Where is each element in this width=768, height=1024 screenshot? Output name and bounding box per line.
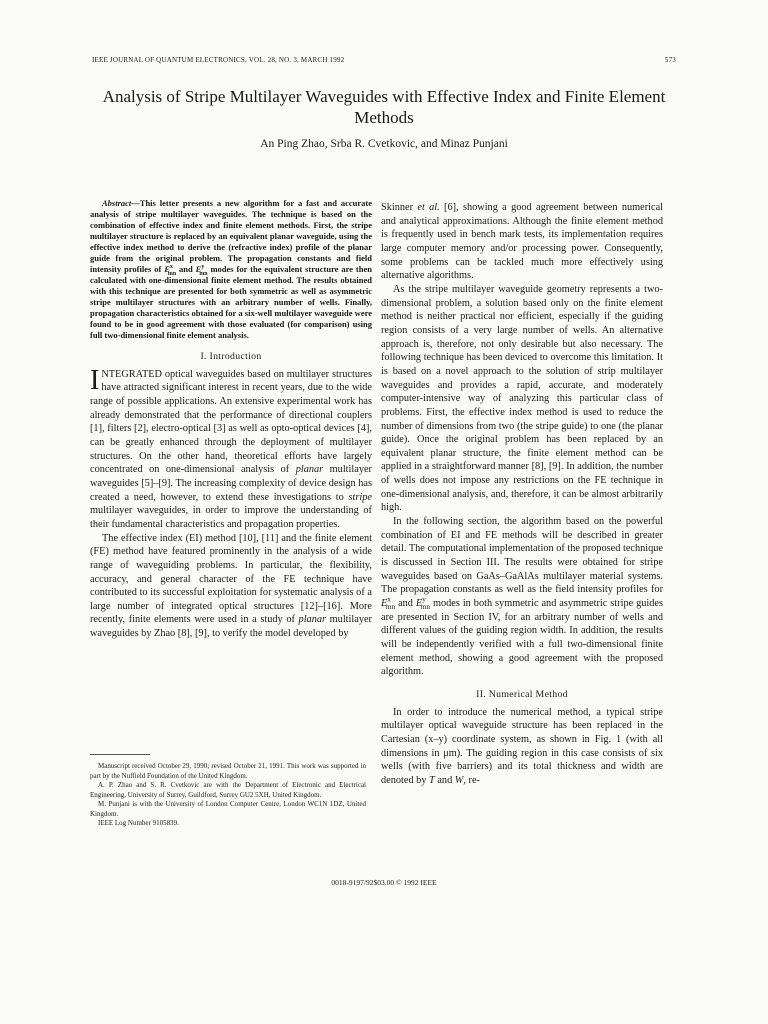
intro-paragraph-1: [90, 364, 372, 532]
abstract: [90, 198, 372, 341]
journal-name: IEEE JOURNAL OF QUANTUM ELECTRONICS, VOL. 28, NO. 3, MARCH 1992: [92, 56, 345, 64]
right-paragraph-2: As the stripe multilayer waveguide geometry represents a two-dimensional problem, a solution based only on the finite element method is neither practical nor efficient, especially if the guiding region consists of a very large number of wells. An alternative approach is, therefore, not only desirable but also necessary. The following technique has been deviced to overcome this limitation. It is based on a novel approach to the solution of strip multilayer waveguides and provides a rapid, accurate, and moderately computer-intensive way of analyzing this particular class of problems. First, the effective index method is used to reduce the number of dimensions from two (the stripe guide) to one (the planar guide). Once the original problem has been replaced by an equivalent planar structure, the finite element method can be applied in a straightforward manner [8], [9]. In addition, the number of wells does not impose any restrictions on the FE technique in one-dimensional analysis, and, therefore, it can be almost arbitrarily high.: [381, 283, 663, 514]
right-paragraph-3: In the following section, the algorithm based on the powerful combination of EI and FE methods will be described in greater detail. The computational implementation of the proposed technique is discussed in Section III. The results were obtained for stripe waveguides based on GaAs–GaAlAs multilayer material systems. The propagation constants as well as the field intensity profiles for $E^x_{mn}$ and $E^y_{mn}$ modes in both symmetric and asymmetric stripe guides are presented in Section IV, for an arbitrary number of wells and different values of the guiding region width. In addition, the results will be independently verified with a full two-dimensional finite element method, showing a good agreement with the proposed algorithm.: [381, 516, 664, 678]
right-column: [381, 201, 663, 788]
abstract-lead: Abstract: [102, 198, 132, 208]
footnote-affiliation-2: M. Punjani is with the University of London Computer Centre, London WC1N 1DZ, United Kingdom.: [90, 800, 366, 818]
footnote-manuscript: Manuscript received October 29, 1990; revised October 21, 1991. This work was supported in part by the Nuffield Foundation of the United Kingdom.: [90, 762, 366, 780]
footnote-affiliation-1: A. P. Zhao and S. R. Cvetkovic are with the Department of Electronic and Electrical Engineering, University of Surrey, Guildford, Surrey GU2 5XH, United Kingdom.: [90, 781, 366, 799]
intro-paragraph-2: The effective index (EI) method [10], [11] and the finite element (FE) method have featured prominently in the analysis of a wide range of waveguiding problems. In particular, the flexibility, accuracy, and general character of the FE technique have contributed to its successful exploitation for systematic analysis of a large number of integrated optical structures [12]–[16]. More recently, finite elements were used in a study of planar multilayer waveguides by Zhao [8], [9], to verify the model developed by: [90, 532, 372, 640]
abstract-text: —This letter presents a new algorithm for a fast and accurate analysis of stripe multilayer waveguides. The technique is based on the combination of effective index and finite element methods. First, the stripe multilayer structure is replaced by an equivalent planar waveguide, using the effective index method to derive the (refractive index) profile of the planar guide from the original problem. The propagation constants and field intensity profiles of $E^x_{mn}$ and $E^y_{mn}$ modes for the equivalent structure are then calculated with one-dimensional finite element method. The results obtained with this technique are presented for both symmetric as well as asymmetric stripe multilayer structures with an arbitrary number of wells. Finally, propagation characteristics obtained for a six-well multilayer waveguide were found to be in good agreement with those evaluated (for comparison) using full two-dimensional finite element analysis.: [90, 198, 372, 340]
left-column: [90, 198, 372, 641]
paper-authors: An Ping Zhao, Srba R. Cvetkovic, and Minaz Punjani: [260, 138, 508, 150]
right-paragraph-4: In order to introduce the numerical method, a typical stripe multilayer optical waveguide structure has been replaced in the Cartesian (x–y) coordinate system, as shown in Fig. 1 (with all dimensions in μm). The guiding region in this case consists of six wells (with five barriers) and its total thickness and width are denoted by T and W, re-: [381, 706, 663, 786]
footnote-log-number: IEEE Log Number 9105839.: [98, 819, 179, 827]
footnote-rule: [90, 754, 150, 755]
intro-paragraph-1-text: NTEGRATED optical waveguides based on multilayer structures have attracted significant interest in recent years, due to the wide range of possible applications. An extensive experimental work has already demonstrated that the performance of directional couplers [1], filters [2], electro-optical [3] as well as opto-optical devices [4], can be greatly enhanced through the deployment of multilayer structures. On the other hand, theoretical efforts have largely concentrated on one-dimensional analysis of planar multilayer waveguides [5]–[9]. The increasing complexity of device design has created a need, however, to extend these investigations to stripe multilayer waveguides, in order to improve the understanding of their fundamental characteristics and propagation properties.: [90, 368, 372, 530]
copyright-line: 0018-9197/92$03.00 © 1992 IEEE: [331, 878, 437, 887]
paper-title: Analysis of Stripe Multilayer Waveguides with Effective Index and Finite Element Methods: [102, 87, 666, 127]
right-paragraph-1: Skinner et al. [6], showing a good agreement between numerical and analytical approximations. Although the finite element method is frequently used in bench mark tests, its implementation requires large computer memory and/or processing power. Consequently, some problems can be tackled much more effectively using alternative algorithms.: [381, 202, 664, 282]
section-heading-numerical-method: II. Numerical Method: [476, 688, 568, 700]
drop-cap: I: [90, 364, 100, 396]
running-head: [92, 56, 676, 64]
footnotes: [90, 762, 366, 829]
page-number: 573: [664, 56, 676, 64]
section-heading-introduction: I. Introduction: [200, 351, 262, 362]
